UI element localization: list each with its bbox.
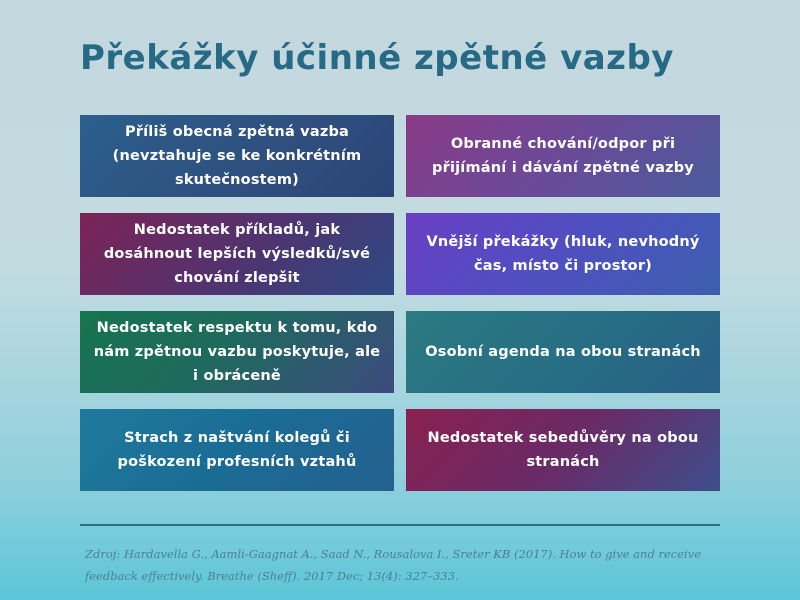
barrier-box-too-general (80, 115, 394, 197)
slide-title: Překážky účinné zpětné vazby (80, 38, 674, 78)
barrier-box-defensiveness (406, 115, 720, 197)
barrier-box-lack-of-examples (80, 213, 394, 295)
barrier-text: Vnější překážky (hluk, nevhodný čas, místo či prostor) (426, 234, 700, 274)
barrier-text: Nedostatek sebedůvěry na obou stranách (427, 430, 699, 470)
barrier-box-external-obstacles (406, 213, 720, 295)
barrier-text: Strach z naštvání kolegů či poškození profesních vztahů (117, 430, 357, 470)
barrier-text: Příliš obecná zpětná vazba (nevztahuje se ke konkrétním skutečnostem) (112, 124, 362, 188)
barrier-box-lack-of-confidence (406, 409, 720, 491)
barrier-text: Nedostatek příkladů, jak dosáhnout lepších výsledků/své chování zlepšit (103, 222, 371, 286)
barrier-box-personal-agenda (406, 311, 720, 393)
barrier-text: Obranné chování/odpor při přijímání i dávání zpětné vazby (432, 136, 694, 176)
source-citation: Zdroj: Hardavella G., Aamli-Gaagnat A., Saad N., Rousalova I., Sreter KB (2017). How to give and receive feedback effectively. Breathe (Sheff). 2017 Dec; 13(4): 327–333. (85, 547, 701, 583)
barrier-text: Nedostatek respektu k tomu, kdo nám zpětnou vazbu poskytuje, ale i obráceně (93, 320, 381, 384)
barrier-box-fear (80, 409, 394, 491)
barrier-box-lack-of-respect (80, 311, 394, 393)
divider-line (80, 524, 720, 526)
barrier-text: Osobní agenda na obou stranách (425, 344, 701, 360)
